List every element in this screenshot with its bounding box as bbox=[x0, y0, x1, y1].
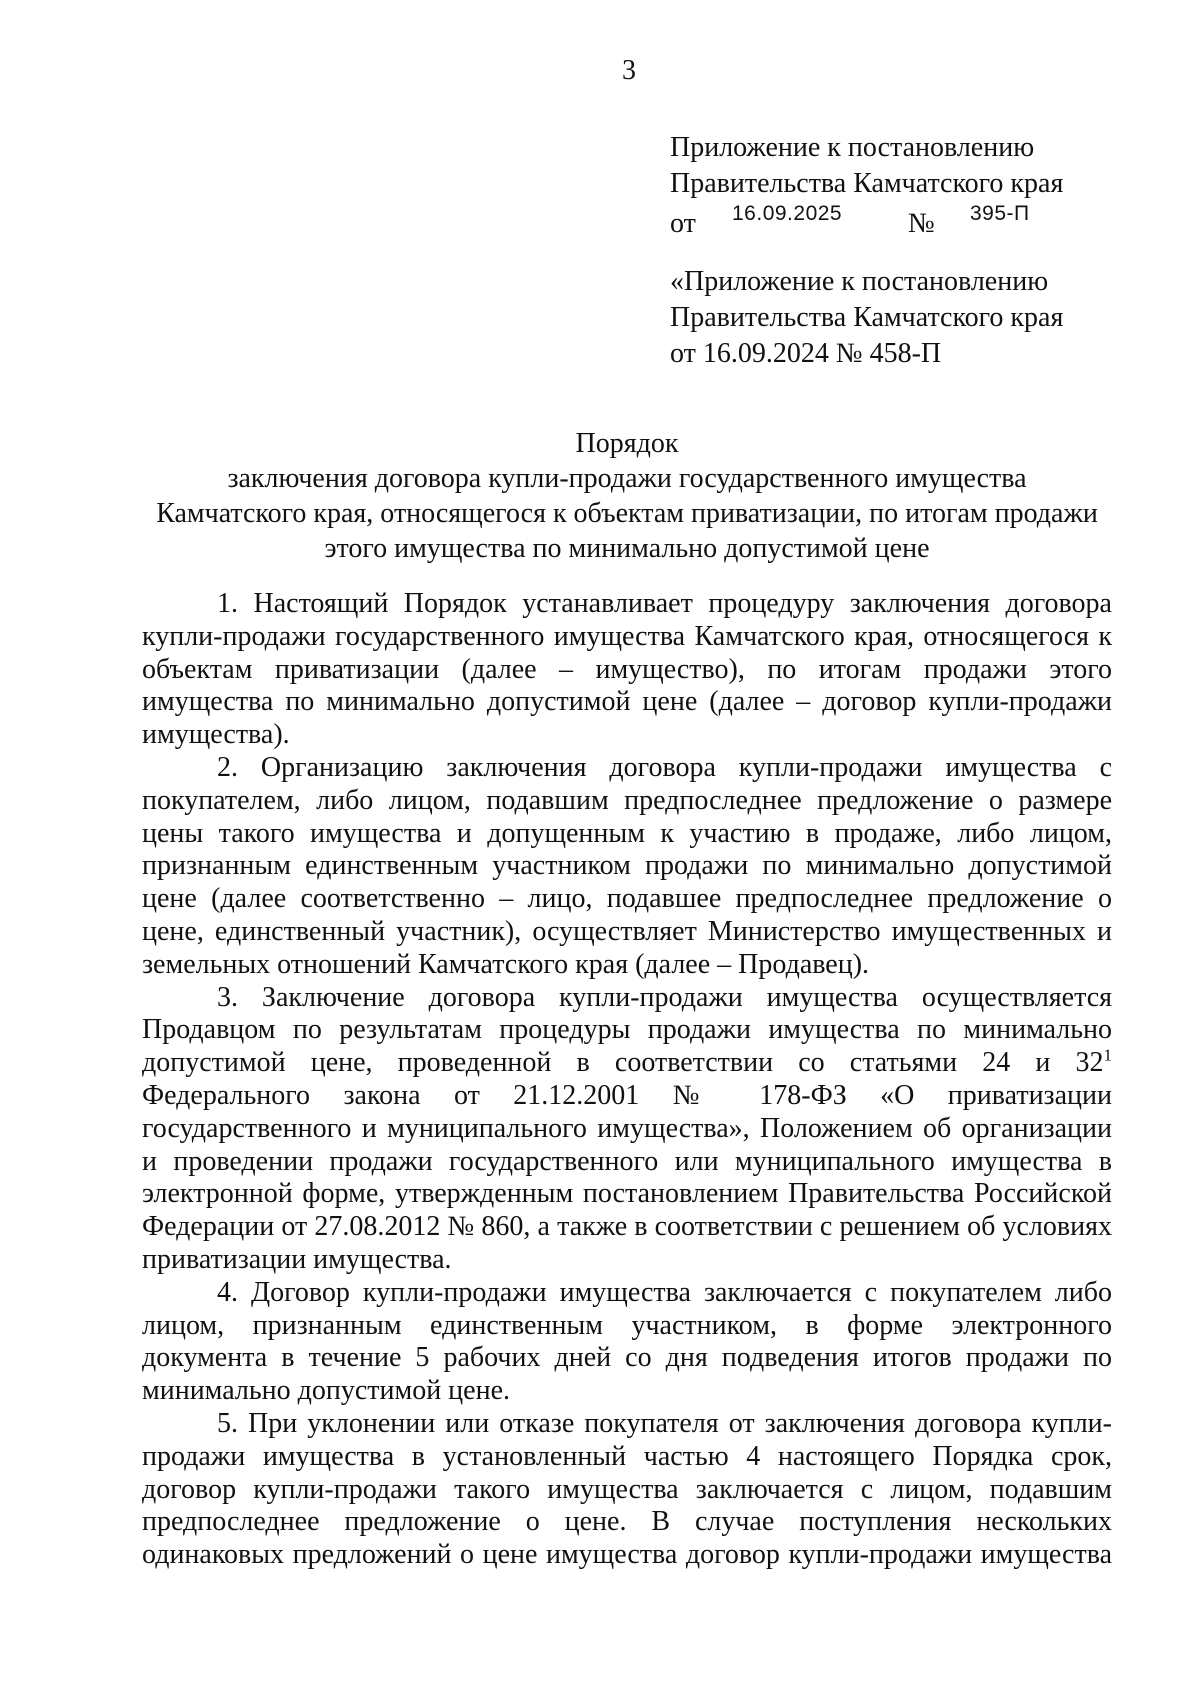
appendix-current-date-number bbox=[670, 202, 1063, 238]
paragraph-4: 4. Договор купли-продажи имущества заключается с покупателем либо лицом, признанным единственным участником, в форме электронного документа в течение 5 рабочих дней со дня подведения итогов продажи по минимально допустимой цене. bbox=[142, 1276, 1112, 1407]
paragraph-1: 1. Настоящий Порядок устанавливает процедуру заключения договора купли-продажи государственного имущества Камчатского края, относящегося к объектам приватизации (далее – имущество), по итогам продажи этого имущества по минимально допустимой цене (далее – договор купли-продажи имущества). bbox=[142, 588, 1112, 751]
paragraph-2: 2. Организацию заключения договора купли-продажи имущества с покупателем, либо лицом, подавшим предпоследнее предложение о размере цены такого имущества и допущенным к участию в продаже, либо лицом, признанным единственным участником продажи по минимально допустимой цене (далее соответственно – лицо, подавшее предпоследнее предложение о цене, единственный участник), осуществляет Министерство имущественных и земельных отношений Камчатского края (далее – Продавец). bbox=[142, 751, 1112, 980]
number-label: № bbox=[908, 208, 935, 239]
title-line2: Камчатского края, относящегося к объектам приватизации, по итогам продажи bbox=[156, 498, 1098, 529]
appendix-previous-line1: «Приложение к постановлению bbox=[670, 266, 1049, 297]
paragraph-3 bbox=[142, 982, 1112, 1277]
paragraph-3-part1: 3. Заключение договора купли-продажи имущества осуществляется Продавцом по результатам процедуры продажи имущества по минимально допустимой цене, проведенной в соответствии со статьями 24 и 32 bbox=[142, 981, 1112, 1079]
resolution-number: 395-П bbox=[970, 202, 1030, 225]
resolution-date: 16.09.2025 bbox=[732, 202, 843, 225]
title-heading: Порядок bbox=[575, 428, 679, 459]
appendix-previous-line2: Правительства Камчатского края bbox=[670, 302, 1064, 333]
from-label: от bbox=[670, 208, 696, 239]
document-title bbox=[142, 426, 1112, 566]
appendix-current-line2: Правительства Камчатского края bbox=[670, 168, 1064, 199]
article-superscript: 1 bbox=[1103, 1045, 1112, 1065]
document-body bbox=[142, 588, 1112, 1572]
appendix-previous-reference bbox=[670, 264, 1063, 372]
appendix-current-reference bbox=[670, 130, 1063, 238]
paragraph-3-part2: Федерального закона от 21.12.2001 № 178-ФЗ «О приватизации государственного и муниципального имущества», Положением об организации и проведении продажи государственного или муниципального имущества в электронной форме, утвержденным постановлением Правительства Российской Федерации от 27.08.2012 № 860, а также в соответствии с решением об условиях приватизации имущества. bbox=[142, 1079, 1112, 1275]
title-line3: этого имущества по минимально допустимой цене bbox=[324, 533, 930, 564]
paragraph-5: 5. При уклонении или отказе покупателя от заключения договора купли-продажи имущества в установленный частью 4 настоящего Порядка срок, договор купли-продажи такого имущества заключается с лицом, подавшим предпоследнее предложение о цене. В случае поступления нескольких одинаковых предложений о цене имущества договор купли-продажи имущества bbox=[142, 1407, 1112, 1571]
appendix-current-line1: Приложение к постановлению bbox=[670, 132, 1035, 163]
page-number: 3 bbox=[622, 55, 636, 86]
title-line1: заключения договора купли-продажи государственного имущества bbox=[227, 463, 1027, 494]
appendix-previous-line3: от 16.09.2024 № 458-П bbox=[670, 338, 942, 369]
